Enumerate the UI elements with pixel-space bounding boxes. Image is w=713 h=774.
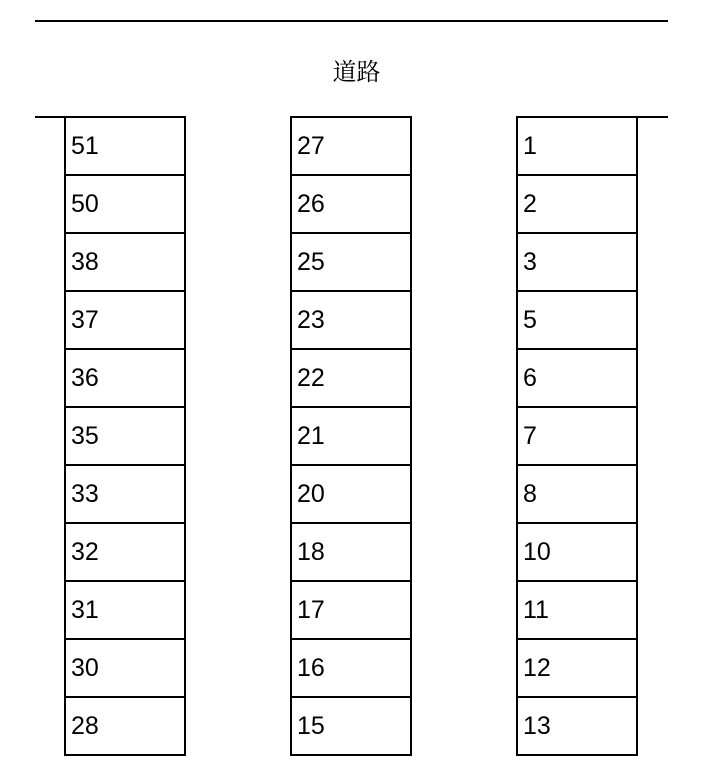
parking-slot: 35 [64, 406, 186, 466]
parking-slot: 1 [516, 116, 638, 176]
parking-slot: 30 [64, 638, 186, 698]
parking-slot: 50 [64, 174, 186, 234]
parking-slot: 20 [290, 464, 412, 524]
parking-column-left [64, 116, 184, 756]
parking-slot: 28 [64, 696, 186, 756]
parking-slot: 3 [516, 232, 638, 292]
right-boundary-line [636, 116, 668, 118]
parking-column-middle [290, 116, 410, 756]
parking-slot: 16 [290, 638, 412, 698]
parking-slot: 18 [290, 522, 412, 582]
parking-slot: 25 [290, 232, 412, 292]
parking-slot: 2 [516, 174, 638, 234]
parking-slot: 37 [64, 290, 186, 350]
road-label: 道路 [332, 58, 381, 86]
parking-slot: 33 [64, 464, 186, 524]
parking-slot: 22 [290, 348, 412, 408]
parking-slot: 36 [64, 348, 186, 408]
parking-slot: 31 [64, 580, 186, 640]
parking-slot: 11 [516, 580, 638, 640]
parking-slot: 12 [516, 638, 638, 698]
road-edge-line [35, 20, 668, 22]
parking-slot: 10 [516, 522, 638, 582]
parking-column-right [516, 116, 636, 756]
parking-slot: 13 [516, 696, 638, 756]
parking-slot: 38 [64, 232, 186, 292]
parking-slot: 27 [290, 116, 412, 176]
parking-slot: 51 [64, 116, 186, 176]
parking-slot: 6 [516, 348, 638, 408]
parking-slot: 15 [290, 696, 412, 756]
parking-slot: 5 [516, 290, 638, 350]
parking-slot: 21 [290, 406, 412, 466]
parking-slot: 23 [290, 290, 412, 350]
parking-slot: 17 [290, 580, 412, 640]
parking-slot: 7 [516, 406, 638, 466]
parking-slot: 32 [64, 522, 186, 582]
left-boundary-line [35, 116, 66, 118]
parking-slot: 26 [290, 174, 412, 234]
parking-slot: 8 [516, 464, 638, 524]
